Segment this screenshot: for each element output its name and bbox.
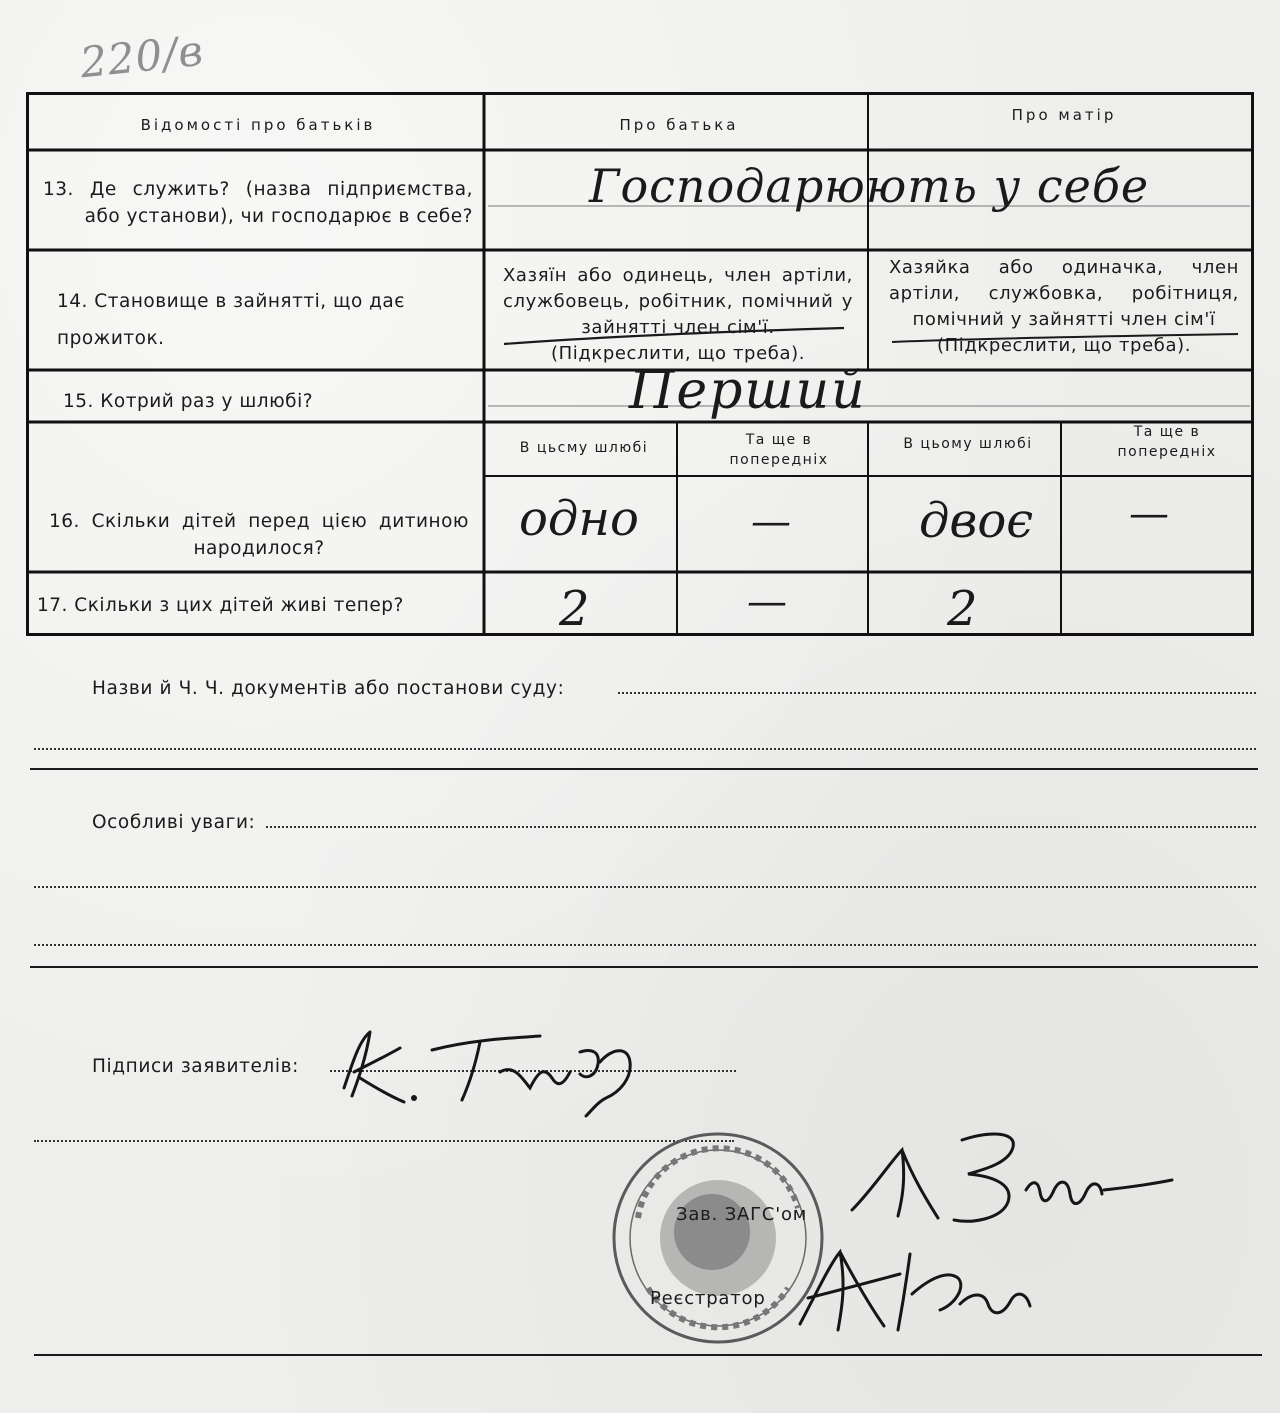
signatures-label: Підписи заявителів: xyxy=(92,1056,299,1077)
remarks-label: Особливі уваги: xyxy=(92,812,256,833)
bottom-separator xyxy=(34,1354,1262,1356)
header-parents-info: Відомості про батьків xyxy=(140,116,376,134)
row14-father-options-text: Хазяїн або одинець, член артіли, службовець, робітник, помічний у зайнятті член сім'ї. xyxy=(503,265,853,339)
row15-label: 15. Котрий раз у шлюбі? xyxy=(63,391,314,412)
row16-father-prev-answer: — xyxy=(751,499,791,545)
registrar-label: Реєстратор xyxy=(650,1288,766,1309)
remarks-separator xyxy=(30,966,1258,968)
row17-father-this-answer: 2 xyxy=(559,581,590,637)
documents-line-2 xyxy=(34,748,1256,750)
head-of-registry-label: Зав. ЗАГС'ом xyxy=(676,1204,808,1225)
row16-subheader-father-this: В цьсму шлюбі xyxy=(519,440,649,456)
row14-label: 14. Становище в зайнятті, що дає прожиток. xyxy=(57,291,405,349)
row14-mother-options-text: Хазяйка або одиначка, член артіли, службовка, робітниця, помічний у зайнятті член сім'ї xyxy=(889,257,1239,331)
row15-handwritten-answer: Перший xyxy=(629,361,867,421)
header-father: Про батька xyxy=(619,116,739,134)
row16-mother-this-answer: двоє xyxy=(919,493,1034,549)
documents-separator xyxy=(30,768,1258,770)
row16-subheader-father-prev: Та ще в попередніх xyxy=(729,432,829,468)
remarks-line-1 xyxy=(266,826,1256,828)
row14-mother-hint: (Підкреслити, що треба). xyxy=(936,335,1192,357)
row17-father-prev-answer: — xyxy=(747,579,787,625)
row16-subheader-mother-prev: Та ще в попередніх xyxy=(1117,424,1217,460)
remarks-line-3 xyxy=(34,944,1256,946)
row14-mother-options xyxy=(889,255,1239,359)
archive-number: 220/в xyxy=(77,25,206,88)
row13-handwritten-answer: Господарюють у себе xyxy=(589,159,1150,213)
applicant-signature xyxy=(330,1018,670,1118)
row16-subheader-mother-this: В цьому шлюбі xyxy=(903,436,1033,452)
documents-label: Назви й Ч. Ч. документів або постанови суду: xyxy=(92,678,565,699)
row13-label: 13. Де служить? (назва підприємства, або установи), чи господарює в себе? xyxy=(43,179,473,227)
row17-mother-this-answer: 2 xyxy=(947,581,978,637)
header-mother: Про матір xyxy=(1011,106,1117,124)
row14-father-hint: (Підкреслити, що треба). xyxy=(550,343,806,365)
row16-label: 16. Скільки дітей перед цією дитиною народилося? xyxy=(49,511,469,559)
remarks-line-2 xyxy=(34,886,1256,888)
head-signature xyxy=(842,1120,1202,1240)
documents-line-1 xyxy=(618,692,1256,694)
row14-father-options xyxy=(503,263,853,367)
row17-label: 17. Скільки з цих дітей живі тепер? xyxy=(37,595,404,616)
row16-mother-prev-answer: — xyxy=(1129,491,1169,537)
parents-info-table xyxy=(26,92,1254,636)
row16-father-this-answer: одно xyxy=(519,491,639,547)
registrar-signature xyxy=(780,1234,1060,1344)
